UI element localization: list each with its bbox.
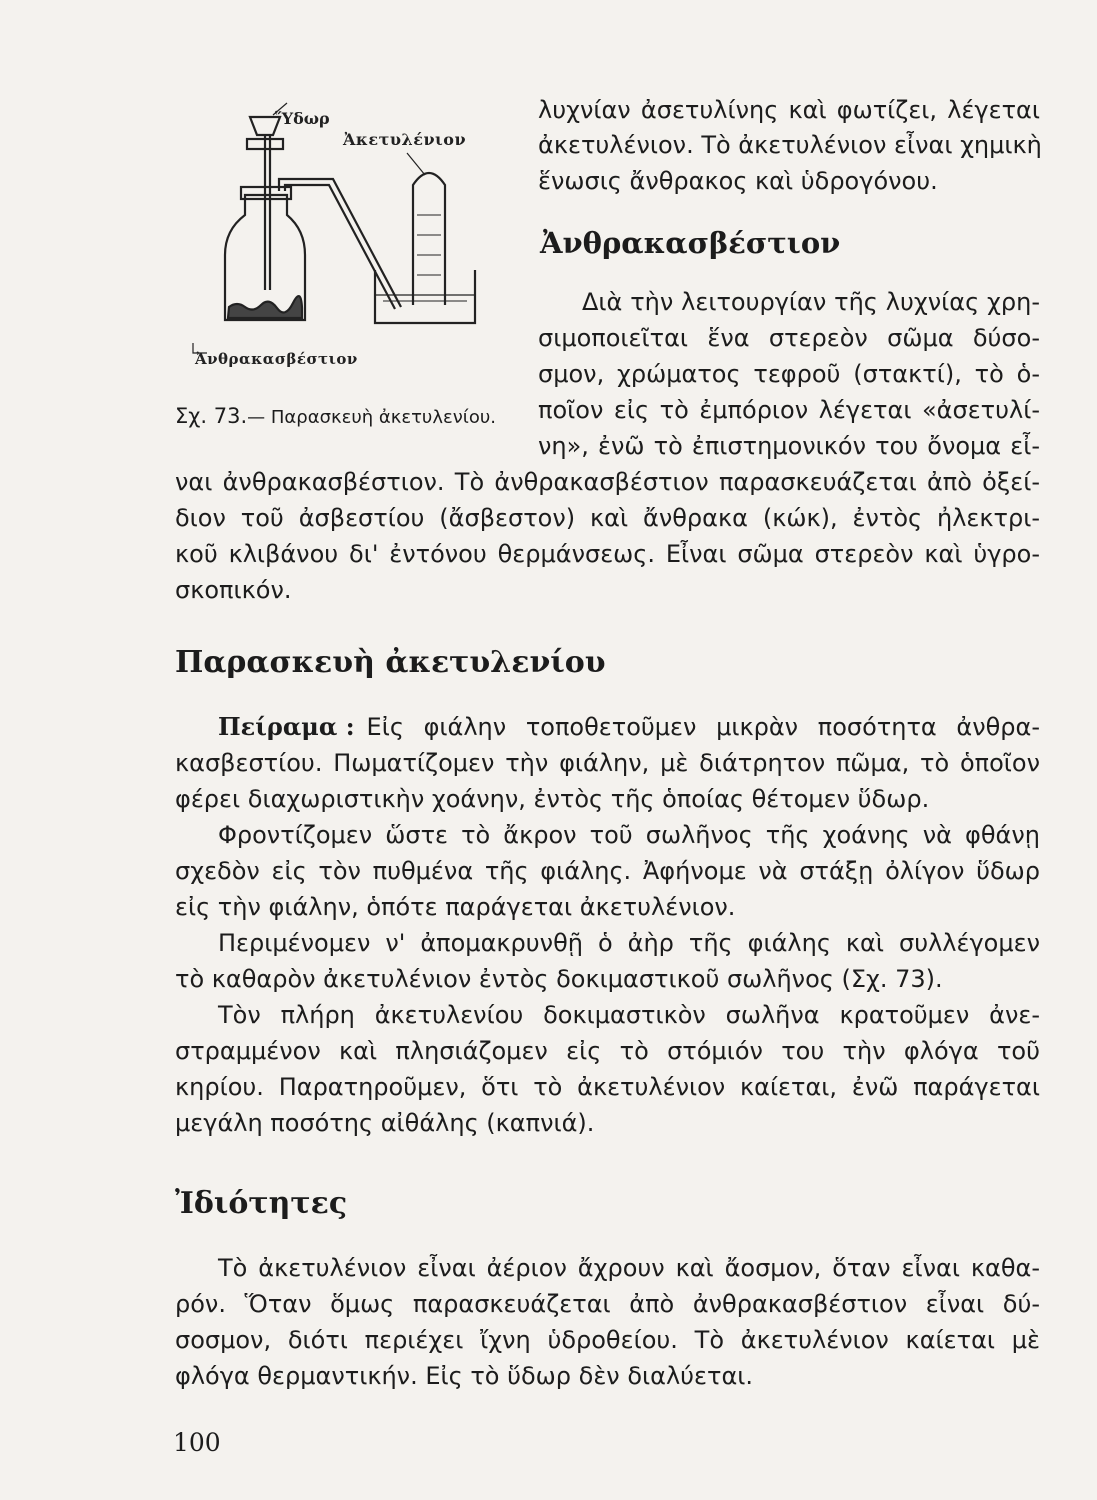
caption-number: Σχ. 73. (175, 404, 248, 428)
page-number: 100 (173, 1428, 221, 1457)
figure-label-acetylene: Ἀκετυλένιον (343, 130, 467, 149)
text-line: φέρει διαχωριστικὴν χοάνην, ἐντὸς τῆς ὁποίας θέτομεν ὕδωρ. (175, 785, 930, 813)
heading-preparation: Παρασκευὴ ἀκετυλενίου (175, 645, 606, 680)
text-line: εἰς τὴν φιάλην, ὁπότε παράγεται ἀκετυλένιον. (175, 893, 736, 921)
text-line: Περιμένομεν ν' ἀπομακρυνθῇ ὁ ἀὴρ τῆς φιάλης καὶ συλλέγομεν (218, 929, 1040, 957)
text-line: Φροντίζομεν ὥστε τὸ ἄκρον τοῦ σωλῆνος τῆς χοάνης νὰ φθάνῃ (218, 821, 1040, 849)
heading-properties: Ἰδιότητες (175, 1186, 348, 1221)
water-trough (375, 270, 475, 323)
figure-caption (175, 404, 496, 428)
experiment-label: Πείραμα : (218, 712, 355, 741)
text-line: σχεδὸν εἰς τὸν πυθμένα τῆς φιάλης. Ἀφήνομε νὰ στάξῃ ὀλίγον ὕδωρ (175, 857, 1040, 885)
text-line: στραμμένον καὶ πλησιάζομεν εἰς τὸ στόμιόν του τὴν φλόγα τοῦ (175, 1037, 1040, 1065)
test-tube (413, 173, 445, 305)
figure-label-water: Ὕδωρ (275, 109, 330, 128)
text-line: σμον, χρώματος τεφροῦ (στακτί), τὸ ὁ- (538, 360, 1040, 388)
text-line: διον τοῦ ἀσβεστίου (ἄσβεστον) καὶ ἄνθρακα (κώκ), ἐντὸς ἠλεκτρι- (175, 504, 1040, 532)
heading-carbide: Ἀνθρακασβέστιον (540, 226, 841, 260)
text-line: ρόν. Ὅταν ὅμως παρασκευάζεται ἀπὸ ἀνθρακασβέστιον εἶναι δύ- (175, 1290, 1040, 1318)
figure-label-carbide: Ἀνθρακασβέστιον (195, 350, 358, 368)
text-line: τὸ καθαρὸν ἀκετυλένιον ἐντὸς δοκιμαστικοῦ σωλῆνος (Σχ. 73). (175, 965, 943, 993)
experiment-text: Εἰς φιάλην τοποθετοῦμεν μικρὰν ποσότητα ἀνθρα- (366, 713, 1040, 741)
figure-73-apparatus (175, 95, 530, 430)
text-line: φλόγα θερμαντικήν. Εἰς τὸ ὕδωρ δὲν διαλύεται. (175, 1362, 754, 1390)
text-line: σιμοποιεῖται ἕνα στερεὸν σῶμα δύσο- (538, 324, 1040, 352)
text-line: ποῖον εἰς τὸ ἐμπόριον λέγεται «ἀσετυλί- (538, 396, 1040, 424)
text-line: λυχνίαν ἀσετυλίνης καὶ φωτίζει, λέγεται (538, 96, 1040, 124)
text-line: Τὸν πλήρη ἀκετυλενίου δοκιμαστικὸν σωλῆνα κρατοῦμεν ἀνε- (218, 1001, 1040, 1029)
text-line: κασβεστίου. Πωματίζομεν τὴν φιάλην, μὲ διάτρητον πῶμα, τὸ ὁποῖον (175, 749, 1040, 777)
text-line: νη», ἐνῶ τὸ ἐπιστημονικόν του ὄνομα εἶ- (538, 432, 1040, 460)
caption-text: — Παρασκευὴ ἀκετυλενίου. (247, 407, 496, 428)
text-line: σοσμον, διότι περιέχει ἴχνη ὑδροθείου. Τὸ ἀκετυλένιον καίεται μὲ (175, 1326, 1040, 1354)
text-line: ναι ἀνθρακασβέστιον. Τὸ ἀνθρακασβέστιον παρασκευάζεται ἀπὸ ὀξεί- (175, 468, 1040, 496)
text-line: Τὸ ἀκετυλένιον εἶναι ἀέριον ἄχρουν καὶ ἄοσμον, ὅταν εἶναι καθα- (218, 1254, 1040, 1282)
text-line: κοῦ κλιβάνου δι' ἐντόνου θερμάνσεως. Εἶναι σῶμα στερεὸν καὶ ὑγρο- (175, 540, 1040, 568)
carbide-pieces (228, 296, 302, 318)
text-line: μεγάλη ποσότης αἰθάλης (καπνιά). (175, 1109, 595, 1137)
text-line: ἕνωσις ἄνθρακος καὶ ὑδρογόνου. (538, 167, 938, 195)
experiment-first-line (218, 712, 1040, 744)
text-line: σκοπικόν. (175, 576, 292, 604)
text-line: ἀκετυλένιον. Τὸ ἀκετυλένιον εἶναι χημικὴ (538, 131, 1042, 159)
text-line: Διὰ τὴν λειτουργίαν τῆς λυχνίας χρη- (582, 288, 1040, 316)
text-line: κηρίου. Παρατηροῦμεν, ὅτι τὸ ἀκετυλένιον καίεται, ἐνῶ παράγεται (175, 1073, 1040, 1101)
